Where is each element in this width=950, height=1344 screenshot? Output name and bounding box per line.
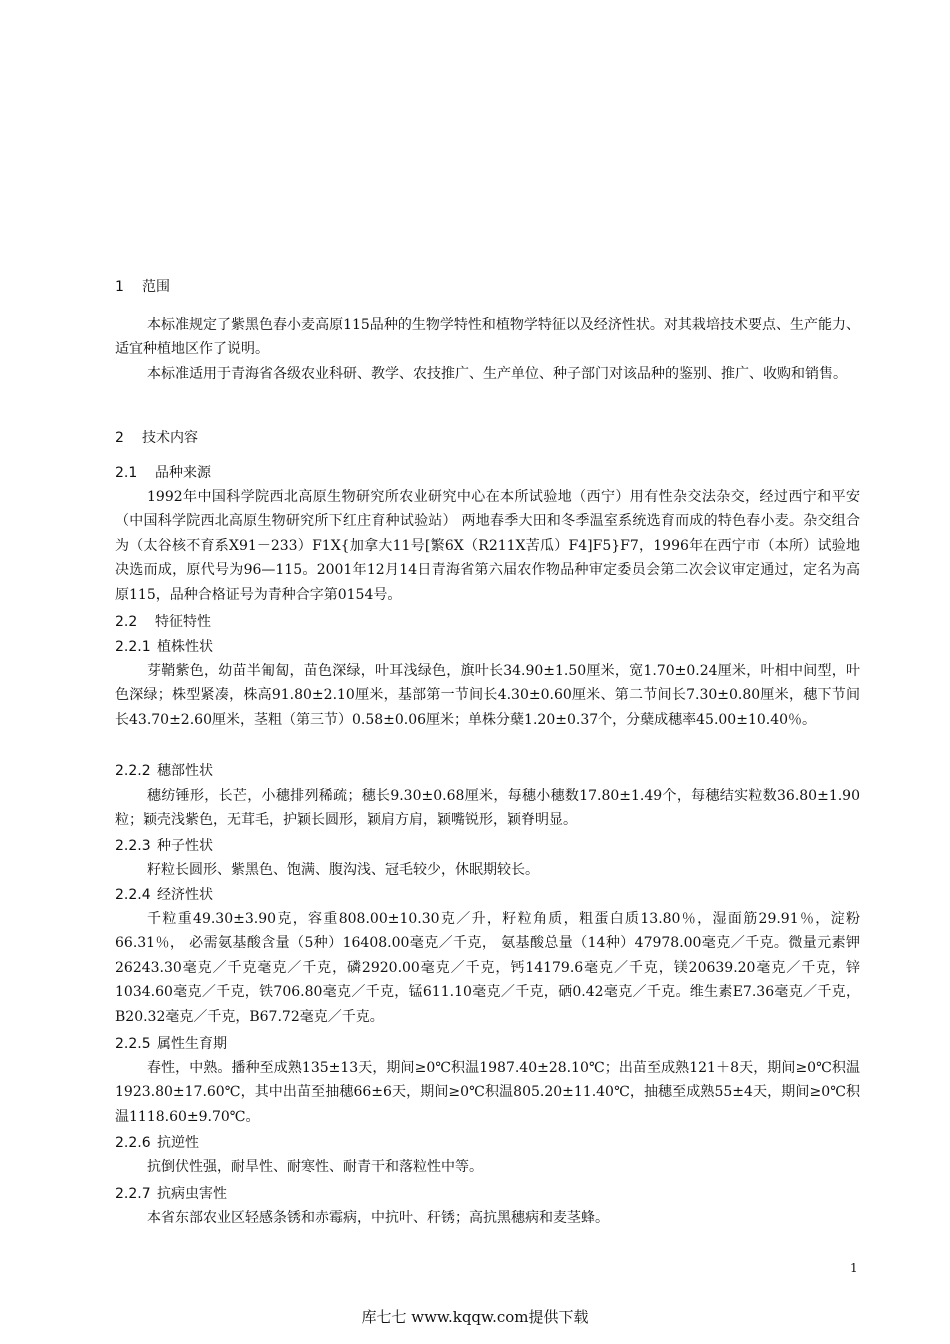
section-2-2-2-paragraph: 穗纺锤形，长芒，小穗排列稀疏；穗长9.30±0.68厘米，每穗小穗数17.80±1.49个，每穗结实粒数36.80±1.90粒；颖壳浅紫色，无茸毛，护颖长圆形，颖肩方肩，颖嘴锐形，颖脊明显。 — [115, 788, 860, 829]
section-number: 1 — [115, 279, 124, 295]
section-title: 品种来源 — [155, 465, 211, 481]
section-number: 2.2.4 — [115, 887, 151, 903]
section-title: 抗逆性 — [157, 1135, 199, 1151]
section-number: 2.2.6 — [115, 1135, 151, 1151]
section-1-paragraph-2: 本标准适用于青海省各级农业科研、教学、农技推广、生产单位、种子部门对该品种的鉴别、推广、收购和销售。 — [147, 366, 847, 382]
section-number: 2.2.1 — [115, 639, 151, 655]
download-footer: 库七七 www.kqqw.com提供下载 — [361, 1308, 589, 1326]
section-number: 2.2.7 — [115, 1186, 151, 1202]
section-title: 特征特性 — [155, 614, 211, 630]
section-1-heading — [115, 278, 170, 296]
section-2-2-5-heading — [115, 1035, 227, 1053]
section-2-2-5-paragraph: 春性，中熟。播种至成熟135±13天，期间≥0℃积温1987.40±28.10℃；出苗至成熟121＋8天，期间≥0℃积温1923.80±17.60℃，其中出苗至抽穗66±6天，期间≥0℃积温805.20±11.40℃，抽穗至成熟55±4天，期间≥0℃积温1118.60±9.70℃。 — [115, 1060, 860, 1125]
section-2-1-paragraph: 1992年中国科学院西北高原生物研究所农业研究中心在本所试验地（西宁）用有性杂交法杂交，经过西宁和平安（中国科学院西北高原生物研究所下红庄育种试验站） 两地春季大田和冬季温室系统选育而成的特色春小麦。杂交组合为（太谷核不育系X91－233）F1X{加拿大11号[繁6X（R211X苦瓜）F4]F5}F7，1996年在西宁市（本所）试验地决选而成，原代号为96—115。2001年12月14日青海省第六届农作物品种审定委员会第二次会议审定通过，定名为高原115，品种合格证号为青种合字第0154号。 — [115, 489, 860, 603]
section-2-1-heading — [115, 464, 211, 482]
section-title: 穗部性状 — [157, 763, 213, 779]
section-2-2-2-heading — [115, 762, 213, 780]
section-2-2-4-heading — [115, 886, 213, 904]
section-1-paragraph-1: 本标准规定了紫黑色春小麦高原115品种的生物学特性和植物学特征以及经济性状。对其栽培技术要点、生产能力、适宜种植地区作了说明。 — [115, 317, 860, 358]
section-title: 抗病虫害性 — [157, 1186, 227, 1202]
section-title: 经济性状 — [157, 887, 213, 903]
section-2-2-3-heading — [115, 837, 213, 855]
section-2-2-heading — [115, 613, 211, 631]
section-2-2-4-paragraph: 千粒重49.30±3.90克，容重808.00±10.30克／升，籽粒角质，粗蛋白质13.80％，湿面筋29.91％，淀粉66.31％， 必需氨基酸含量（5种）16408.00毫克／千克， 氨基酸总量（14种）47978.00毫克／千克。微量元素钾26243.30毫克／千克毫克／千克，磷2920.00毫克／千克，钙14179.6毫克／千克，镁20639.20毫克／千克，锌1034.60毫克／千克，铁706.80毫克／千克，锰611.10毫克／千克，硒0.42毫克／千克。维生素E7.36毫克／千克，B20.32毫克／千克，B67.72毫克／千克。 — [115, 911, 860, 1025]
section-number: 2.2.3 — [115, 838, 151, 854]
section-2-heading — [115, 429, 198, 447]
section-number: 2.1 — [115, 465, 138, 481]
section-number: 2.2.2 — [115, 763, 151, 779]
section-2-2-6-paragraph: 抗倒伏性强，耐旱性、耐寒性、耐青干和落粒性中等。 — [147, 1159, 483, 1175]
section-2-2-7-heading — [115, 1185, 227, 1203]
section-title: 种子性状 — [157, 838, 213, 854]
section-title: 植株性状 — [157, 639, 213, 655]
section-title: 范围 — [142, 279, 170, 295]
section-2-2-6-heading — [115, 1134, 199, 1152]
section-2-2-7-paragraph: 本省东部农业区轻感条锈和赤霉病，中抗叶、秆锈；高抗黑穗病和麦茎蜂。 — [147, 1210, 609, 1226]
section-2-2-1-heading — [115, 638, 213, 656]
section-title: 技术内容 — [142, 430, 198, 446]
section-number: 2.2.5 — [115, 1036, 151, 1052]
section-number: 2.2 — [115, 614, 138, 630]
section-title: 属性生育期 — [157, 1036, 227, 1052]
section-number: 2 — [115, 430, 124, 446]
page-number: 1 — [850, 1261, 858, 1275]
section-2-2-3-paragraph: 籽粒长圆形、紫黑色、饱满、腹沟浅、冠毛较少，休眠期较长。 — [147, 862, 539, 878]
section-2-2-1-paragraph: 芽鞘紫色，幼苗半匍匐，苗色深绿，叶耳浅绿色，旗叶长34.90±1.50厘米，宽1.70±0.24厘米，叶相中间型，叶色深绿；株型紧凑，株高91.80±2.10厘米，基部第一节间长4.30±0.60厘米、第二节间长7.30±0.80厘米，穗下节间长43.70±2.60厘米，茎粗（第三节）0.58±0.06厘米；单株分蘖1.20±0.37个，分蘖成穗率45.00±10.40％。 — [115, 663, 860, 728]
